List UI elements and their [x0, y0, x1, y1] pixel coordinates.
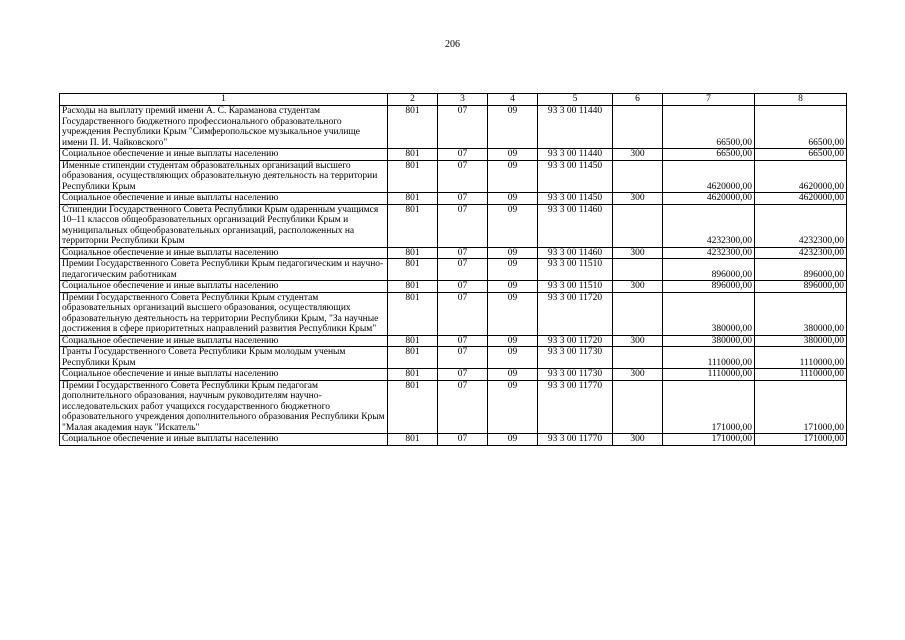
row-amount-7-cell: 1110000,00	[663, 347, 755, 369]
row-code-4-cell: 09	[488, 204, 538, 247]
row-code-3-cell: 07	[438, 380, 488, 434]
budget-table	[59, 93, 847, 446]
row-code-4-cell: 09	[488, 292, 538, 335]
row-amount-8-cell: 4620000,00	[755, 193, 847, 205]
table-row	[60, 434, 847, 446]
table-row	[60, 193, 847, 205]
header-cell: 6	[613, 94, 663, 106]
row-amount-8-cell: 66500,00	[755, 106, 847, 149]
row-code-3-cell: 07	[438, 434, 488, 446]
row-code-3-cell: 07	[438, 247, 488, 259]
row-code-3-cell: 07	[438, 281, 488, 293]
header-cell: 3	[438, 94, 488, 106]
row-code-2-cell: 801	[388, 292, 438, 335]
row-amount-7-cell: 1110000,00	[663, 369, 755, 381]
row-type-code-cell	[613, 204, 663, 247]
row-name-cell: Социальное обеспечение и иные выплаты населению	[60, 281, 388, 293]
row-amount-7-cell: 171000,00	[663, 434, 755, 446]
row-type-code-cell	[613, 380, 663, 434]
table-row	[60, 335, 847, 347]
row-target-code-cell: 93 3 00 11720	[538, 335, 613, 347]
header-cell: 2	[388, 94, 438, 106]
row-amount-7-cell: 66500,00	[663, 106, 755, 149]
row-code-4-cell: 09	[488, 281, 538, 293]
row-code-4-cell: 09	[488, 434, 538, 446]
row-code-3-cell: 07	[438, 106, 488, 149]
row-amount-8-cell: 1110000,00	[755, 369, 847, 381]
row-code-3-cell: 07	[438, 149, 488, 161]
row-target-code-cell: 93 3 00 11730	[538, 347, 613, 369]
row-name-cell: Социальное обеспечение и иные выплаты населению	[60, 247, 388, 259]
row-code-4-cell: 09	[488, 160, 538, 193]
header-cell: 5	[538, 94, 613, 106]
row-target-code-cell: 93 3 00 11440	[538, 149, 613, 161]
row-type-code-cell	[613, 259, 663, 281]
row-name-cell: Именные стипендии студентам образовательных организаций высшего образования, осуществляющих образовательную деятельность на территории Республики Крым	[60, 160, 388, 193]
row-code-4-cell: 09	[488, 380, 538, 434]
row-type-code-cell	[613, 347, 663, 369]
table-row	[60, 149, 847, 161]
row-amount-7-cell: 380000,00	[663, 335, 755, 347]
row-name-cell: Стипендии Государственного Совета Республики Крым одаренным учащимся 10–11 классов общеобразовательных организаций Республики Крым и муниципальных общеобразовательных организаций, расположенных на территории Республики Крым	[60, 204, 388, 247]
row-name-cell: Социальное обеспечение и иные выплаты населению	[60, 149, 388, 161]
row-code-4-cell: 09	[488, 149, 538, 161]
row-amount-8-cell: 171000,00	[755, 434, 847, 446]
row-name-cell: Премии Государственного Совета Республики Крым педагогическим и научно-педагогическим работникам	[60, 259, 388, 281]
table-row	[60, 160, 847, 193]
row-amount-8-cell: 896000,00	[755, 259, 847, 281]
row-target-code-cell: 93 3 00 11770	[538, 434, 613, 446]
row-type-code-cell: 300	[613, 434, 663, 446]
row-amount-8-cell: 896000,00	[755, 281, 847, 293]
row-code-4-cell: 09	[488, 193, 538, 205]
table-row	[60, 380, 847, 434]
row-code-3-cell: 07	[438, 369, 488, 381]
row-code-4-cell: 09	[488, 106, 538, 149]
row-code-2-cell: 801	[388, 204, 438, 247]
row-code-3-cell: 07	[438, 335, 488, 347]
row-amount-7-cell: 66500,00	[663, 149, 755, 161]
row-type-code-cell	[613, 106, 663, 149]
row-code-2-cell: 801	[388, 259, 438, 281]
row-code-2-cell: 801	[388, 193, 438, 205]
row-amount-7-cell: 4232300,00	[663, 247, 755, 259]
row-type-code-cell: 300	[613, 335, 663, 347]
row-code-3-cell: 07	[438, 292, 488, 335]
row-code-3-cell: 07	[438, 193, 488, 205]
row-type-code-cell	[613, 160, 663, 193]
row-amount-7-cell: 4620000,00	[663, 193, 755, 205]
row-target-code-cell: 93 3 00 11770	[538, 380, 613, 434]
table-row	[60, 204, 847, 247]
row-code-2-cell: 801	[388, 369, 438, 381]
row-name-cell: Социальное обеспечение и иные выплаты населению	[60, 335, 388, 347]
row-code-4-cell: 09	[488, 259, 538, 281]
row-target-code-cell: 93 3 00 11450	[538, 160, 613, 193]
row-code-4-cell: 09	[488, 369, 538, 381]
row-target-code-cell: 93 3 00 11510	[538, 281, 613, 293]
row-amount-7-cell: 171000,00	[663, 380, 755, 434]
row-target-code-cell: 93 3 00 11460	[538, 204, 613, 247]
table-row	[60, 347, 847, 369]
row-code-2-cell: 801	[388, 106, 438, 149]
row-amount-7-cell: 4232300,00	[663, 204, 755, 247]
table-row	[60, 281, 847, 293]
row-code-4-cell: 09	[488, 335, 538, 347]
header-cell: 7	[663, 94, 755, 106]
row-code-2-cell: 801	[388, 347, 438, 369]
row-type-code-cell: 300	[613, 369, 663, 381]
row-amount-7-cell: 896000,00	[663, 259, 755, 281]
row-amount-8-cell: 1110000,00	[755, 347, 847, 369]
row-code-3-cell: 07	[438, 259, 488, 281]
row-code-3-cell: 07	[438, 204, 488, 247]
row-amount-7-cell: 4620000,00	[663, 160, 755, 193]
row-type-code-cell: 300	[613, 193, 663, 205]
row-target-code-cell: 93 3 00 11510	[538, 259, 613, 281]
row-amount-7-cell: 896000,00	[663, 281, 755, 293]
row-name-cell: Расходы на выплату премий имени А. С. Караманова студентам Государственного бюджетного профессионального образовательного учреждения Республики Крым "Симферопольское музыкальное училище имени П. И. Чайковского"	[60, 106, 388, 149]
page-number: 206	[445, 39, 460, 50]
header-cell: 8	[755, 94, 847, 106]
row-name-cell: Социальное обеспечение и иные выплаты населению	[60, 193, 388, 205]
row-amount-7-cell: 380000,00	[663, 292, 755, 335]
row-code-2-cell: 801	[388, 434, 438, 446]
row-amount-8-cell: 4232300,00	[755, 204, 847, 247]
header-cell: 4	[488, 94, 538, 106]
row-type-code-cell	[613, 292, 663, 335]
table-header-row	[60, 94, 847, 106]
row-name-cell: Премии Государственного Совета Республики Крым педагогам дополнительного образования, научным руководителям научно-исследовательских работ учащихся государственного бюджетного образовательного учреждения дополнительного образования Республики Крым "Малая академия наук "Искатель"	[60, 380, 388, 434]
table-row	[60, 259, 847, 281]
row-type-code-cell: 300	[613, 247, 663, 259]
row-name-cell: Премии Государственного Совета Республики Крым студентам образовательных организаций высшего образования, осуществляющих образовательную деятельность на территории Республики Крым, "За научные достижения в сфере приоритетных направлений развития Республики Крым"	[60, 292, 388, 335]
row-name-cell: Социальное обеспечение и иные выплаты населению	[60, 434, 388, 446]
table-row	[60, 247, 847, 259]
row-amount-8-cell: 4232300,00	[755, 247, 847, 259]
row-code-2-cell: 801	[388, 380, 438, 434]
row-amount-8-cell: 380000,00	[755, 292, 847, 335]
table-row	[60, 292, 847, 335]
row-type-code-cell: 300	[613, 149, 663, 161]
row-amount-8-cell: 66500,00	[755, 149, 847, 161]
row-code-4-cell: 09	[488, 347, 538, 369]
row-target-code-cell: 93 3 00 11450	[538, 193, 613, 205]
row-code-2-cell: 801	[388, 281, 438, 293]
row-code-3-cell: 07	[438, 160, 488, 193]
row-code-2-cell: 801	[388, 335, 438, 347]
row-target-code-cell: 93 3 00 11730	[538, 369, 613, 381]
row-name-cell: Гранты Государственного Совета Республики Крым молодым ученым Республики Крым	[60, 347, 388, 369]
row-target-code-cell: 93 3 00 11720	[538, 292, 613, 335]
row-code-2-cell: 801	[388, 247, 438, 259]
table-row	[60, 369, 847, 381]
row-code-3-cell: 07	[438, 347, 488, 369]
row-amount-8-cell: 4620000,00	[755, 160, 847, 193]
row-code-2-cell: 801	[388, 160, 438, 193]
table-row	[60, 106, 847, 149]
row-type-code-cell: 300	[613, 281, 663, 293]
row-target-code-cell: 93 3 00 11440	[538, 106, 613, 149]
row-code-4-cell: 09	[488, 247, 538, 259]
row-amount-8-cell: 380000,00	[755, 335, 847, 347]
header-cell: 1	[60, 94, 388, 106]
row-amount-8-cell: 171000,00	[755, 380, 847, 434]
row-target-code-cell: 93 3 00 11460	[538, 247, 613, 259]
row-code-2-cell: 801	[388, 149, 438, 161]
row-name-cell: Социальное обеспечение и иные выплаты населению	[60, 369, 388, 381]
